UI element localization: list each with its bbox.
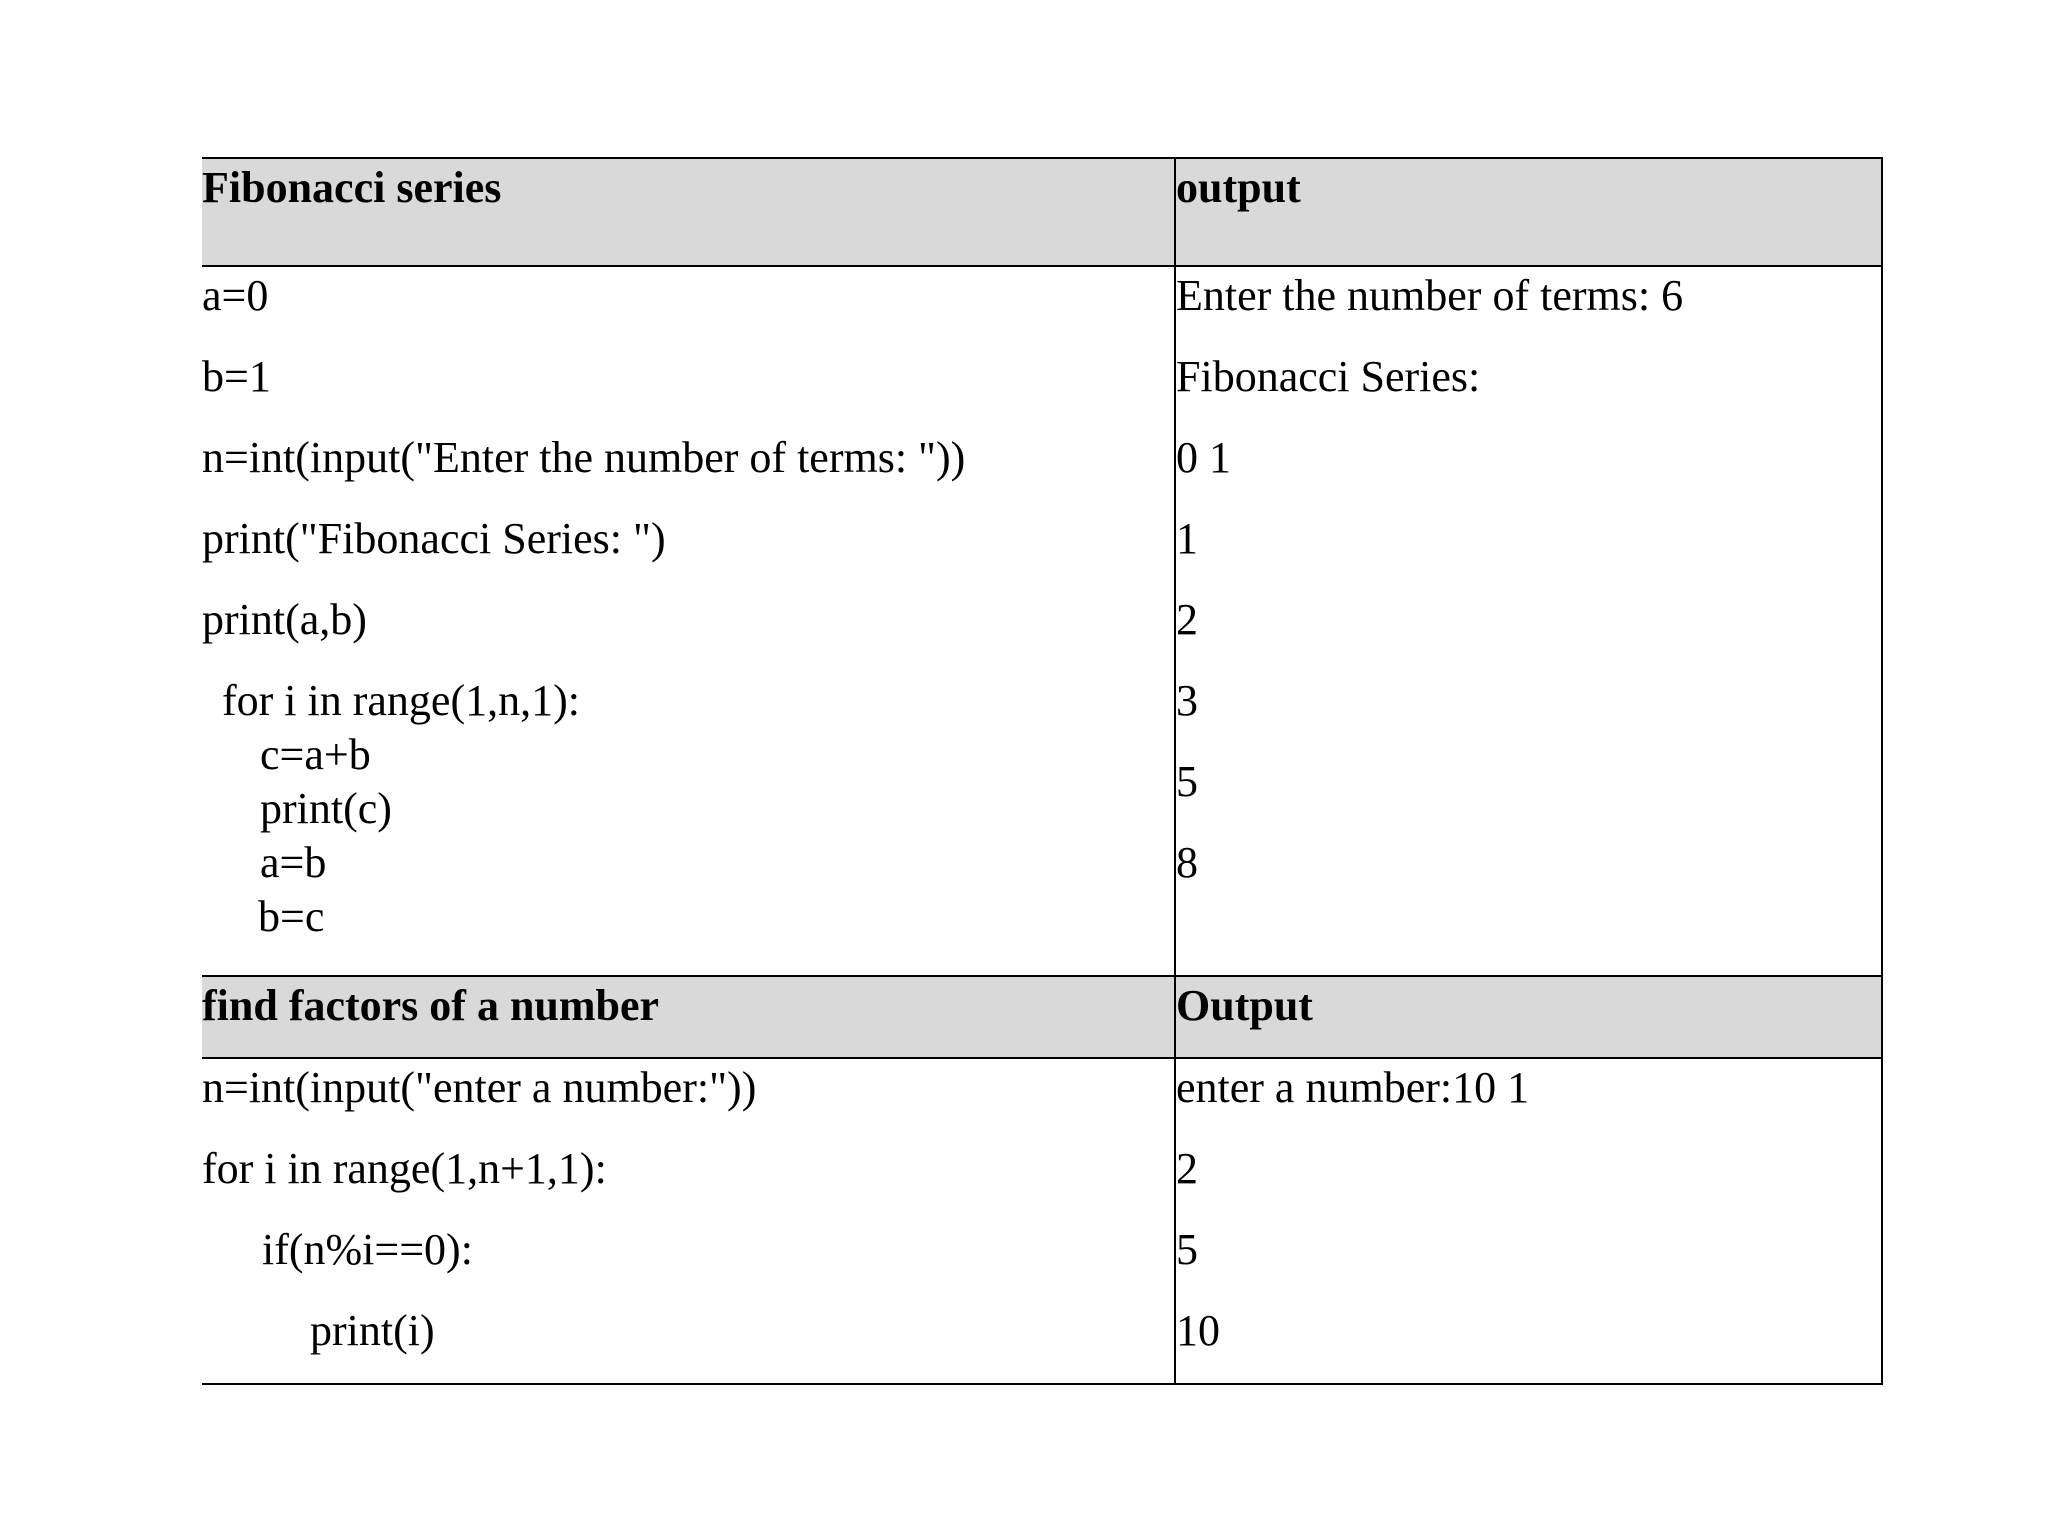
fibonacci-output-cell <box>1176 267 1883 975</box>
factors-code-cell <box>202 1059 1176 1383</box>
code-line: n=int(input("enter a number:")) <box>202 1063 757 1112</box>
fibonacci-header-row <box>202 157 1883 267</box>
code-line: a=b <box>260 838 327 887</box>
code-line: n=int(input("Enter the number of terms: ")) <box>202 433 966 482</box>
code-line: print("Fibonacci Series: ") <box>202 514 666 563</box>
code-line: print(a,b) <box>202 595 367 644</box>
fibonacci-code-cell <box>202 267 1176 975</box>
code-line: a=0 <box>202 271 269 320</box>
output-line: 2 <box>1176 595 1198 644</box>
code-line: b=1 <box>202 352 271 401</box>
output-line: Enter the number of terms: 6 <box>1176 271 1684 320</box>
output-line: enter a number:10 1 <box>1176 1063 1530 1112</box>
factors-header-output: Output <box>1176 977 1883 1057</box>
code-line: for i in range(1,n+1,1): <box>202 1144 607 1193</box>
output-line: 5 <box>1176 757 1198 806</box>
fibonacci-header-title: Fibonacci series <box>202 159 1176 265</box>
factors-header-row <box>202 975 1883 1059</box>
output-line: 10 <box>1176 1306 1220 1355</box>
code-line: for i in range(1,n,1): <box>222 676 580 725</box>
factors-body-row <box>202 1059 1883 1385</box>
factors-header-title: find factors of a number <box>202 977 1176 1057</box>
output-line: 0 1 <box>1176 433 1231 482</box>
code-line: if(n%i==0): <box>262 1225 473 1274</box>
output-line: 2 <box>1176 1144 1198 1193</box>
code-line: print(i) <box>310 1306 435 1355</box>
output-line: 1 <box>1176 514 1198 563</box>
code-line: c=a+b <box>260 730 371 779</box>
output-line: 3 <box>1176 676 1198 725</box>
code-output-table <box>202 157 1883 1385</box>
output-line: 5 <box>1176 1225 1198 1274</box>
output-line: Fibonacci Series: <box>1176 352 1481 401</box>
factors-output-cell <box>1176 1059 1883 1383</box>
output-line: 8 <box>1176 838 1198 887</box>
code-line: print(c) <box>260 784 392 833</box>
fibonacci-body-row <box>202 267 1883 975</box>
code-line: b=c <box>258 892 325 941</box>
fibonacci-header-output: output <box>1176 159 1883 265</box>
